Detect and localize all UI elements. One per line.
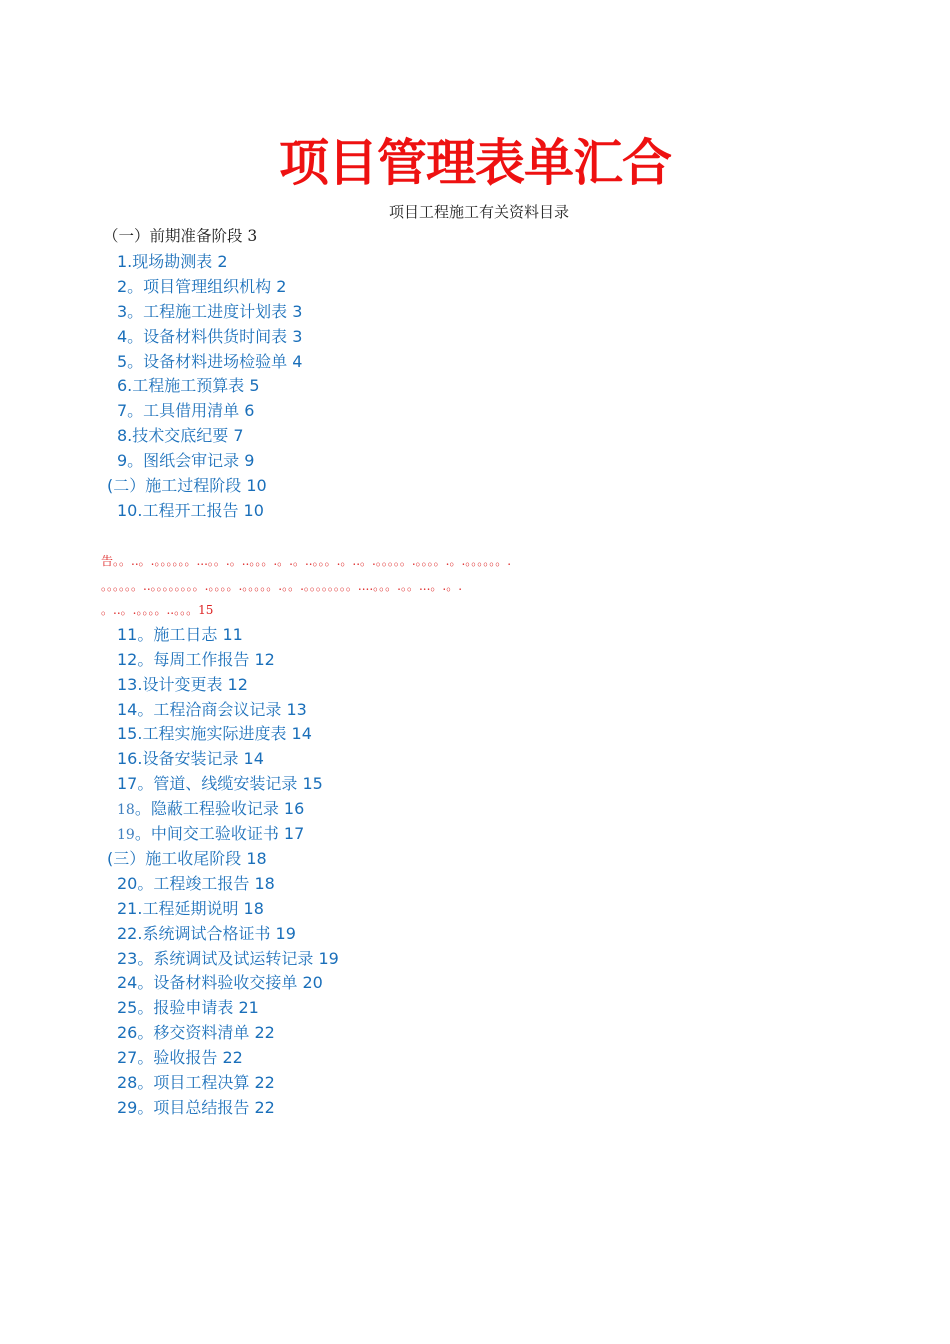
toc-item[interactable]: 14。工程洽商会议记录 13: [117, 700, 307, 719]
toc-item[interactable]: 16.设备安装记录 14: [117, 749, 264, 768]
toc-item[interactable]: 4。设备材料供货时间表 3: [117, 327, 303, 346]
toc-item[interactable]: 25。报验申请表 21: [117, 998, 259, 1017]
section-heading-1: （一）前期准备阶段 3: [103, 227, 258, 245]
toc-item[interactable]: 28。项目工程决算 22: [117, 1073, 275, 1092]
red-entry-leader-line: 。。。。。。..。。。。。。。。.。。。。.。。。。。.。。.。。。。。。。。....。。。.。。...。.。.: [101, 579, 463, 593]
toc-item[interactable]: 9。图纸会审记录 9: [117, 451, 255, 470]
toc-item[interactable]: 29。项目总结报告 22: [117, 1098, 275, 1117]
toc-item-label: 。隐蔽工程验收记录 16: [134, 799, 305, 818]
toc-subtitle: 项目工程施工有关资料目录: [388, 203, 569, 221]
toc-item[interactable]: 23。系统调试及试运转记录 19: [117, 949, 339, 968]
toc-item[interactable]: 11。施工日志 11: [117, 625, 243, 644]
toc-item-number: 18: [117, 802, 135, 818]
toc-item[interactable]: 12。每周工作报告 12: [117, 650, 275, 669]
toc-item[interactable]: 7。工具借用清单 6: [117, 401, 255, 420]
toc-item[interactable]: 5。设备材料进场检验单 4: [117, 352, 303, 371]
toc-item[interactable]: 6.工程施工预算表 5: [117, 376, 260, 395]
toc-item[interactable]: [117, 822, 304, 847]
toc-item-label: 。中间交工验收证书 17: [134, 824, 305, 843]
toc-item[interactable]: 8.技术交底纪要 7: [117, 426, 244, 445]
toc-item-number: 19: [117, 827, 135, 843]
toc-item[interactable]: 3。工程施工进度计划表 3: [117, 302, 303, 321]
toc-item[interactable]: 13.设计变更表 12: [117, 675, 248, 694]
section-heading-3[interactable]: (三）施工收尾阶段 18: [107, 849, 267, 868]
toc-item[interactable]: 27。验收报告 22: [117, 1048, 243, 1067]
toc-item[interactable]: 21.工程延期说明 18: [117, 899, 264, 918]
toc-item[interactable]: 2。项目管理组织机构 2: [117, 277, 287, 296]
toc-item[interactable]: 17。管道、线缆安装记录 15: [117, 774, 323, 793]
toc-item[interactable]: 22.系统调试合格证书 19: [117, 924, 296, 943]
page-title: 项目管理表单汇合: [279, 134, 671, 192]
toc-item[interactable]: [117, 797, 304, 822]
toc-item[interactable]: 1.现场勘测表 2: [117, 252, 228, 271]
toc-item[interactable]: 20。工程竣工报告 18: [117, 874, 275, 893]
red-entry-leader-line: 告。。..。.。。。。。。...。。.。..。。。.。.。..。。。.。..。.。。。。。.。。。。.。.。。。。。。.: [101, 554, 512, 568]
toc-item[interactable]: 15.工程实施实际进度表 14: [117, 724, 312, 743]
toc-item[interactable]: 24。设备材料验收交接单 20: [117, 973, 323, 992]
toc-item[interactable]: 26。移交资料清单 22: [117, 1023, 275, 1042]
toc-item[interactable]: 10.工程开工报告 10: [117, 501, 264, 520]
section-heading-2[interactable]: (二）施工过程阶段 10: [107, 476, 267, 495]
red-entry-leader-line: 。..。.。。。。..。。。15: [101, 603, 214, 617]
